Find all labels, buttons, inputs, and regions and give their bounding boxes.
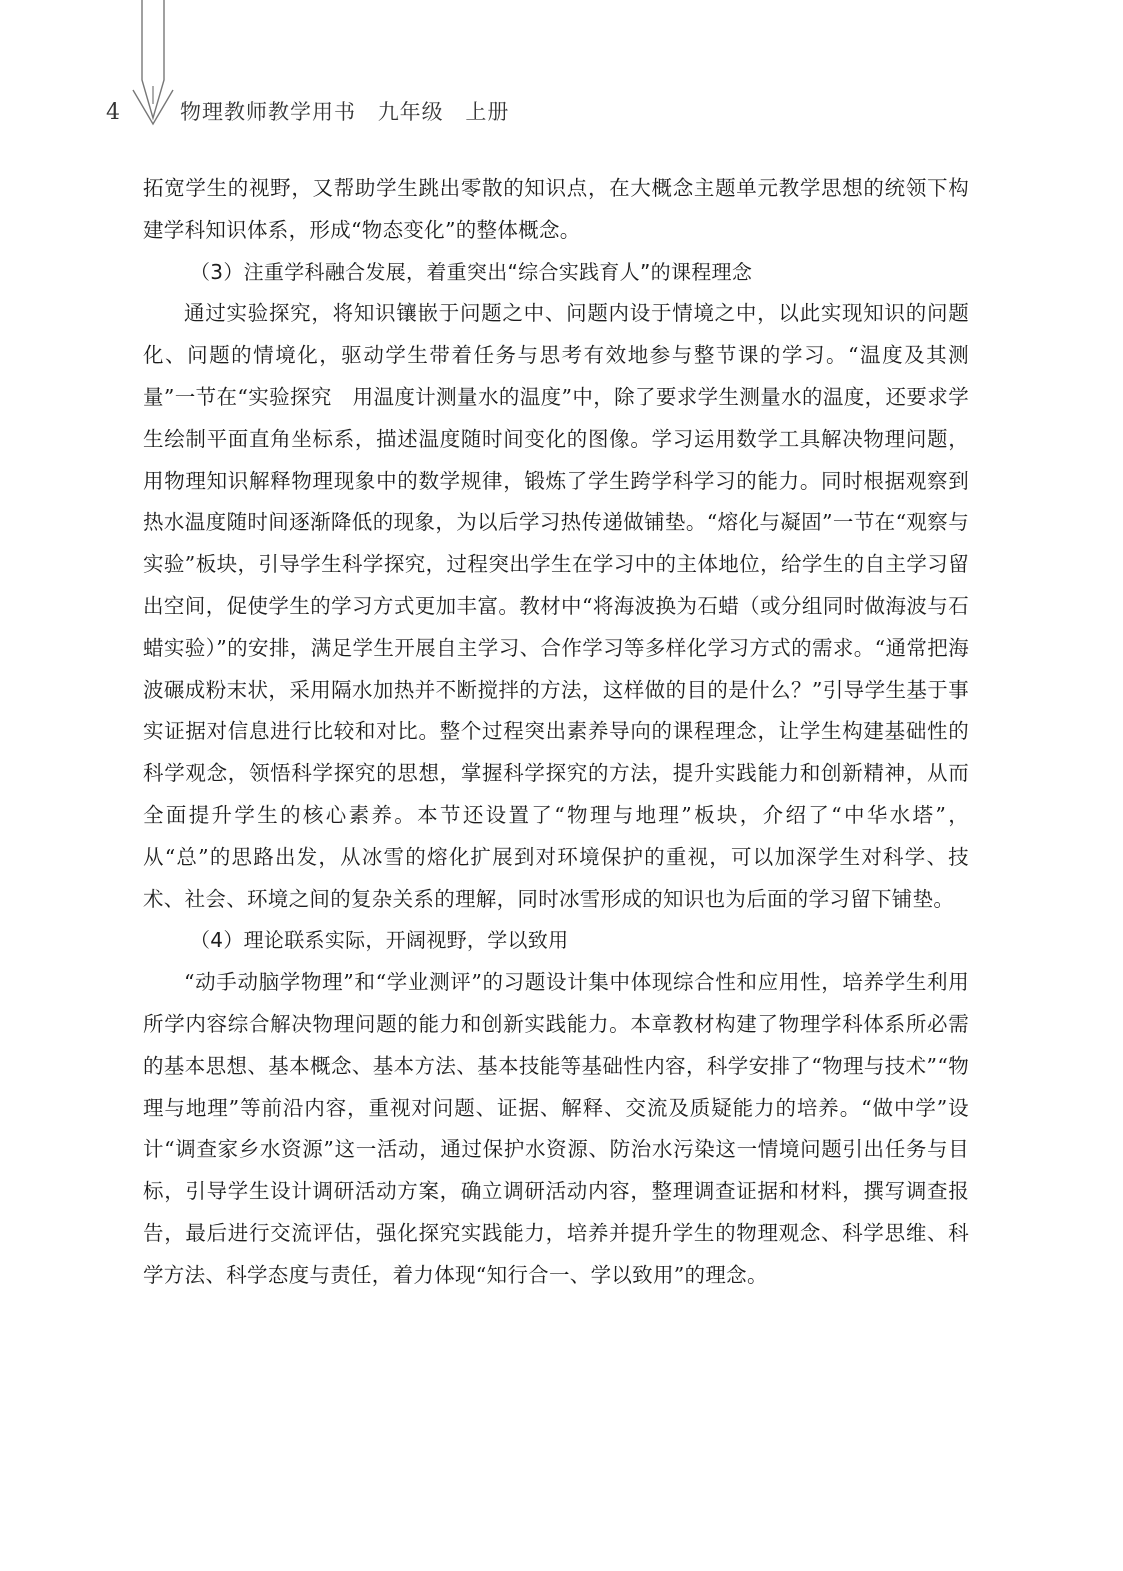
page-body: [143, 168, 969, 1297]
book-title: 物理教师教学用书: [180, 100, 356, 124]
paragraph-continued: 拓宽学生的视野，又帮助学生跳出零散的知识点，在大概念主题单元教学思想的统领下构建学科知识体系，形成“物态变化”的整体概念。: [143, 176, 969, 242]
section-heading-3: （3）注重学科融合发展，着重突出“综合实践育人”的课程理念: [190, 259, 753, 284]
page-number: 4: [106, 100, 120, 125]
grade-label: 九年级: [377, 100, 444, 124]
pen-nib-icon: [128, 0, 178, 132]
volume-label: 上册: [465, 100, 510, 124]
page-header: [0, 0, 1123, 140]
section-heading-4: （4）理论联系实际，开阔视野，学以致用: [190, 928, 569, 953]
running-title: [180, 97, 523, 127]
paragraph-experiment-inquiry: 通过实验探究，将知识镶嵌于问题之中、问题内设于情境之中，以此实现知识的问题化、问题的情境化，驱动学生带着任务与思考有效地参与整节课的学习。“温度及其测量”一节在“实验探究 用温度计测量水的温度”中，除了要求学生测量水的温度，还要求学生绘制平面直角坐标系，描述温度随时间变化的图像。学习运用数学工具解决物理问题，用物理知识解释物理现象中的数学规律，锻炼了学生跨学科学习的能力。同时根据观察到热水温度随时间逐渐降低的现象，为以后学习热传递做铺垫。“熔化与凝固”一节在“观察与实验”板块，引导学生科学探究，过程突出学生在学习中的主体地位，给学生的自主学习留出空间，促使学生的学习方式更加丰富。教材中“将海波换为石蜡（或分组同时做海波与石蜡实验）”的安排，满足学生开展自主学习、合作学习等多样化学习方式的需求。“通常把海波碾成粉末状，采用隔水加热并不断搅拌的方法，这样做的目的是什么？”引导学生基于事实证据对信息进行比较和对比。整个过程突出素养导向的课程理念，让学生构建基础性的科学观念，领悟科学探究的思想，掌握科学探究的方法，提升实践能力和创新精神，从而全面提升学生的核心素养。本节还设置了“物理与地理”板块，介绍了“中华水塔”，从“总”的思路出发，从冰雪的熔化扩展到对环境保护的重视，可以加深学生对科学、技术、社会、环境之间的复杂关系的理解，同时冰雪形成的知识也为后面的学习留下铺垫。: [143, 301, 969, 911]
paragraph-application: “动手动脑学物理”和“学业测评”的习题设计集中体现综合性和应用性，培养学生利用所学内容综合解决物理问题的能力和创新实践能力。本章教材构建了物理学科体系所必需的基本思想、基本概念、基本方法、基本技能等基础性内容，科学安排了“物理与技术”“物理与地理”等前沿内容，重视对问题、证据、解释、交流及质疑能力的培养。“做中学”设计“调查家乡水资源”这一活动，通过保护水资源、防治水污染这一情境问题引出任务与目标，引导学生设计调研活动方案，确立调研活动内容，整理调查证据和材料，撰写调查报告，最后进行交流评估，强化探究实践能力，培养并提升学生的物理观念、科学思维、科学方法、科学态度与责任，着力体现“知行合一、学以致用”的理念。: [143, 970, 969, 1287]
